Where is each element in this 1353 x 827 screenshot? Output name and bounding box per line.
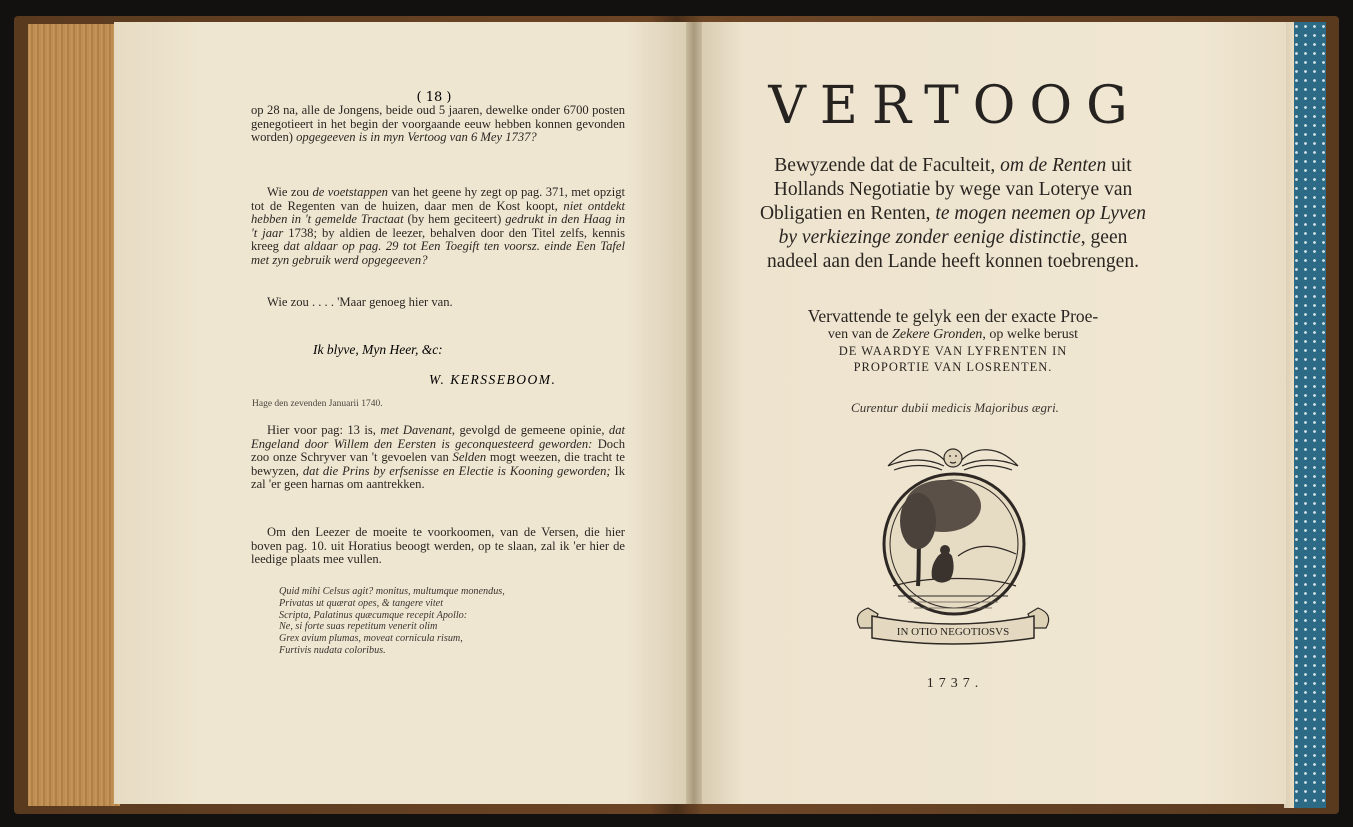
- place-date: Hage den zevenden Januarii 1740.: [252, 399, 383, 409]
- contents-block: [768, 306, 1138, 375]
- signature: W. KERSSEBOOM.: [429, 372, 557, 387]
- cherub-icon: [888, 449, 1018, 470]
- verse-line: Grex avium plumas, moveat cornicula risum,: [279, 633, 463, 645]
- contents-line-4: PROPORTIE VAN LOSRENTEN.: [853, 360, 1053, 374]
- closing-line: Ik blyve, Myn Heer, &c:: [313, 342, 443, 357]
- contents-line-3: DE WAARDYE VAN LYFRENTEN IN: [838, 344, 1068, 358]
- book-gutter: [686, 22, 702, 804]
- verse-line: Ne, si forte suas repetitum venerit olim: [279, 621, 438, 633]
- italic-run: Selden: [452, 450, 487, 465]
- emblem-banner-text: IN OTIO NEGOTIOSVS: [896, 626, 1010, 638]
- paragraph-3-text: Wie zou . . . . 'Maar genoeg hier van.: [267, 295, 453, 309]
- page-edges-left: [28, 24, 120, 806]
- verse-line: Quid mihi Celsus agit? monitus, multumque monendus,: [279, 586, 505, 597]
- text-run: Wie zou: [267, 185, 313, 199]
- text-run: , op welke berust: [982, 327, 1079, 342]
- paragraph-4-text: [251, 424, 625, 492]
- paragraph-1-text: [251, 104, 625, 145]
- printers-emblem: [848, 436, 1058, 654]
- text-run: Ik zal 'er geen harnas om aantrekken.: [251, 463, 625, 492]
- italic-run: opgegeeven is in myn Vertoog van 6 Mey 1737?: [296, 130, 537, 145]
- title: VERTOOG: [768, 76, 1142, 136]
- paragraph-4: [251, 424, 625, 492]
- italic-run: dat Engeland door Willem den Eersten is geconquesteerd geworden:: [251, 423, 626, 451]
- text-run: (by hem geciteert): [403, 212, 506, 227]
- paragraph-3: [251, 296, 625, 310]
- subtitle: [758, 154, 1148, 274]
- text-run: Bewyzende dat de Faculteit,: [774, 155, 1001, 176]
- publication-year: 1737.: [926, 676, 984, 691]
- paragraph-2: [251, 186, 625, 268]
- page-edges-right: [1292, 22, 1326, 808]
- text-run: op 28 na, alle de Jongens, beide oud 5 jaaren, dewelke onder 6700 posten genegotieert in het begin der voorgaande eeuw hebben konnen gevonden worden): [251, 103, 625, 145]
- paragraph-1: [251, 104, 625, 145]
- text-run: Hier voor pag: 13 is,: [267, 423, 381, 437]
- paragraph-5: [251, 526, 625, 567]
- italic-run: dat die Prins by erfsenisse en Electie is Kooning geworden;: [302, 463, 611, 478]
- verse-line: Furtivis nudata coloribus.: [279, 644, 386, 656]
- italic-run: niet ontdekt hebben in 't gemelde Tractaat: [251, 198, 625, 227]
- verse-line: Scripta, Palatinus quæcumque recepit Apollo:: [279, 609, 468, 621]
- text-run: van het geene hy zegt op pag. 371, met opzigt tot de Regenten van de huizen, daar men de Kost koopt,: [251, 185, 625, 213]
- text-run: , geen nadeel aan den Lande heeft konnen toebrengen.: [767, 227, 1139, 272]
- italic-run: de voetstappen: [312, 185, 388, 199]
- italic-run: met Davenant: [380, 423, 452, 437]
- text-run: uit Hollands Negotiatie by wege van Loterye van Obligatien en Renten,: [759, 155, 1133, 224]
- text-run: ven van de: [827, 327, 893, 342]
- italic-run: Zekere Gronden: [892, 327, 983, 342]
- text-run: Doch zoo onze Schryver van 't gevoelen van: [251, 436, 625, 465]
- paragraph-5-text: Om den Leezer de moeite te voorkoomen, van de Versen, die hier boven pag. 10. uit Horatius beoogt werden, op te slaan, zal ik 'er hier de leedige plaats mee vullen.: [251, 525, 625, 567]
- italic-run: om de Renten: [1000, 155, 1107, 176]
- page-number: ( 18 ): [416, 90, 452, 105]
- verse-line: Privatas ut quærat opes, & tangere vitet: [279, 597, 444, 609]
- paragraph-2-text: [251, 186, 625, 268]
- contents-line-2: [768, 326, 1138, 343]
- italic-run: te mogen neemen op Lyven by verkiezinge zonder eenige distinctie: [778, 203, 1147, 248]
- italic-run: dat aldaar op pag. 29 tot Een Toegift ten voorsz. einde Een Tafel met zyn gebruik werd opgegeeven?: [251, 239, 625, 267]
- text-run: mogt weezen, die tracht te bewyzen,: [251, 450, 625, 478]
- latin-verses: [279, 586, 609, 657]
- contents-line-1: Vervattende te gelyk een der exacte Proe-: [807, 306, 1099, 326]
- motto: Curentur dubii medicis Majoribus ægri.: [851, 400, 1059, 415]
- text-run: 1738; by aldien de leezer, behalven door den Titel zelfs, kennis kreeg: [251, 225, 625, 254]
- text-run: , gevolgd de gemeene opinie,: [451, 423, 609, 437]
- medallion: [884, 474, 1024, 614]
- italic-run: gedrukt in den Haag in 't jaar: [251, 212, 626, 240]
